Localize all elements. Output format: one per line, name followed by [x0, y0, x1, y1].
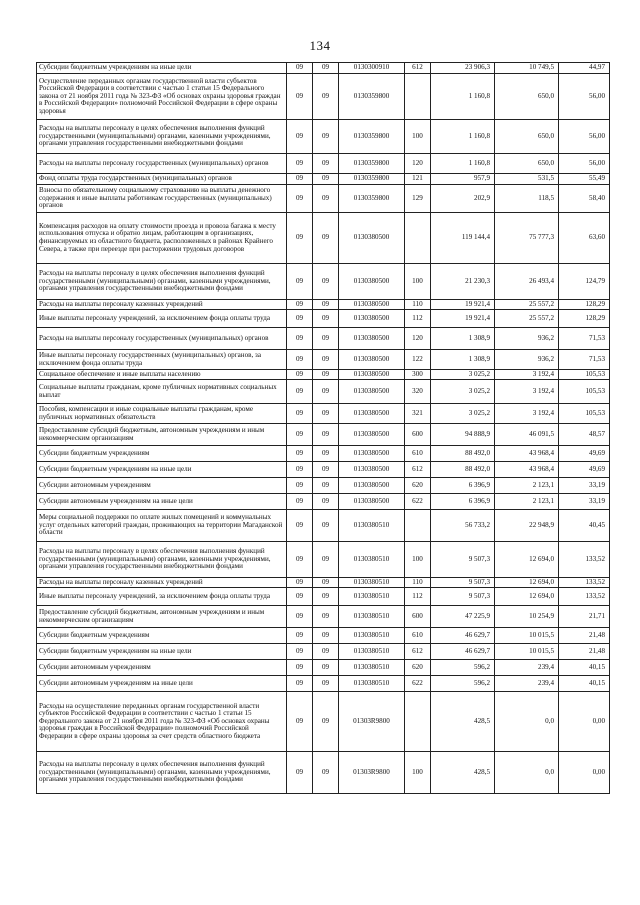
expense-name-cell: Пособия, компенсации и иные социальные выплаты гражданам, кроме публичных нормативных обязательств: [37, 404, 287, 424]
section-code-cell: 09: [287, 676, 313, 692]
expense-type-cell: 620: [405, 660, 431, 676]
subsection-code-cell: 09: [313, 154, 339, 174]
target-article-cell: 0130359800: [339, 74, 405, 120]
subsection-code-cell: 09: [313, 478, 339, 494]
executed-amount-cell: 26 493,4: [495, 264, 559, 300]
expense-type-cell: 610: [405, 446, 431, 462]
subsection-code-cell: 09: [313, 462, 339, 478]
expense-type-cell: 120: [405, 328, 431, 350]
table-row: [37, 350, 610, 370]
section-code-cell: 09: [287, 644, 313, 660]
section-code-cell: 09: [287, 424, 313, 446]
table-row: [37, 494, 610, 510]
subsection-code-cell: 09: [313, 494, 339, 510]
subsection-code-cell: 09: [313, 370, 339, 380]
subsection-code-cell: 09: [313, 628, 339, 644]
target-article-cell: 0130380500: [339, 370, 405, 380]
execution-percent-cell: 55,49: [559, 174, 610, 185]
subsection-code-cell: 09: [313, 174, 339, 185]
approved-amount-cell: 957,9: [431, 174, 495, 185]
table-row: [37, 752, 610, 794]
execution-percent-cell: 124,79: [559, 264, 610, 300]
target-article-cell: 0130380500: [339, 213, 405, 264]
expense-name-cell: Субсидии автономным учреждениям: [37, 660, 287, 676]
subsection-code-cell: 09: [313, 542, 339, 578]
subsection-code-cell: 09: [313, 578, 339, 588]
section-code-cell: 09: [287, 310, 313, 328]
target-article-cell: 0130380500: [339, 264, 405, 300]
expense-name-cell: Меры социальной поддержки по оплате жилых помещений и коммунальных услуг отдельных категорий граждан, проживающих на территории Магаданской области: [37, 510, 287, 542]
subsection-code-cell: 09: [313, 424, 339, 446]
section-code-cell: 09: [287, 185, 313, 213]
target-article-cell: 0130380510: [339, 510, 405, 542]
table-row: [37, 692, 610, 752]
table-body: [37, 63, 610, 794]
approved-amount-cell: 9 507,3: [431, 588, 495, 606]
executed-amount-cell: 650,0: [495, 120, 559, 154]
subsection-code-cell: 09: [313, 350, 339, 370]
target-article-cell: 0130380510: [339, 588, 405, 606]
execution-percent-cell: 49,69: [559, 462, 610, 478]
section-code-cell: 09: [287, 328, 313, 350]
section-code-cell: 09: [287, 494, 313, 510]
expense-type-cell: 612: [405, 63, 431, 74]
target-article-cell: 0130380500: [339, 380, 405, 404]
execution-percent-cell: 21,71: [559, 606, 610, 628]
target-article-cell: 01303R9800: [339, 692, 405, 752]
table-row: [37, 542, 610, 578]
section-code-cell: 09: [287, 478, 313, 494]
approved-amount-cell: 3 025,2: [431, 370, 495, 380]
executed-amount-cell: 10 254,9: [495, 606, 559, 628]
executed-amount-cell: 3 192,4: [495, 404, 559, 424]
execution-percent-cell: 44,97: [559, 63, 610, 74]
subsection-code-cell: 09: [313, 300, 339, 310]
target-article-cell: 01303R9800: [339, 752, 405, 794]
section-code-cell: 09: [287, 120, 313, 154]
expense-name-cell: Расходы на выплаты персоналу казенных учреждений: [37, 300, 287, 310]
execution-percent-cell: 0,00: [559, 692, 610, 752]
expense-name-cell: Фонд оплаты труда государственных (муниципальных) органов: [37, 174, 287, 185]
execution-percent-cell: 40,15: [559, 676, 610, 692]
expense-type-cell: [405, 213, 431, 264]
expense-type-cell: 112: [405, 310, 431, 328]
executed-amount-cell: 2 123,1: [495, 478, 559, 494]
execution-percent-cell: 56,00: [559, 120, 610, 154]
expense-type-cell: 121: [405, 174, 431, 185]
subsection-code-cell: 09: [313, 185, 339, 213]
table-row: [37, 478, 610, 494]
approved-amount-cell: 428,5: [431, 692, 495, 752]
section-code-cell: 09: [287, 380, 313, 404]
table-row: [37, 380, 610, 404]
approved-amount-cell: 47 225,9: [431, 606, 495, 628]
section-code-cell: 09: [287, 462, 313, 478]
table-row: [37, 404, 610, 424]
executed-amount-cell: 531,5: [495, 174, 559, 185]
approved-amount-cell: 88 492,0: [431, 462, 495, 478]
subsection-code-cell: 09: [313, 644, 339, 660]
approved-amount-cell: 56 733,2: [431, 510, 495, 542]
target-article-cell: 0130380510: [339, 578, 405, 588]
expense-name-cell: Субсидии автономным учреждениям на иные цели: [37, 494, 287, 510]
target-article-cell: 0130380500: [339, 300, 405, 310]
target-article-cell: 0130380500: [339, 328, 405, 350]
executed-amount-cell: 0,0: [495, 752, 559, 794]
expense-type-cell: 612: [405, 462, 431, 478]
table-row: [37, 120, 610, 154]
execution-percent-cell: 133,52: [559, 578, 610, 588]
approved-amount-cell: 19 921,4: [431, 310, 495, 328]
approved-amount-cell: 46 629,7: [431, 628, 495, 644]
approved-amount-cell: 1 160,8: [431, 120, 495, 154]
approved-amount-cell: 119 144,4: [431, 213, 495, 264]
target-article-cell: 0130380510: [339, 542, 405, 578]
subsection-code-cell: 09: [313, 264, 339, 300]
expense-type-cell: 100: [405, 264, 431, 300]
subsection-code-cell: 09: [313, 606, 339, 628]
execution-percent-cell: 33,19: [559, 494, 610, 510]
expense-name-cell: Субсидии бюджетным учреждениям: [37, 628, 287, 644]
expense-name-cell: Расходы на осуществление переданных органам государственной власти субъектов Российской Федерации в соответствии с частью 1 статьи 15 Федерального закона от 21 ноября 2011 года № 323-ФЗ «Об основах охраны здоровья граждан в Российской Федерации» полномочий Российской Федерации в сфере охраны здоровья за счет средств областного бюджета: [37, 692, 287, 752]
expense-type-cell: 122: [405, 350, 431, 370]
expense-type-cell: 321: [405, 404, 431, 424]
section-code-cell: 09: [287, 692, 313, 752]
execution-percent-cell: 56,00: [559, 74, 610, 120]
expense-type-cell: 600: [405, 424, 431, 446]
expense-name-cell: Расходы на выплаты персоналу в целях обеспечения выполнения функций государственными (муниципальными) органами, казенными учреждениями, органами управления государственными внебюджетными фондами: [37, 752, 287, 794]
executed-amount-cell: 10 749,5: [495, 63, 559, 74]
target-article-cell: 0130380500: [339, 310, 405, 328]
section-code-cell: 09: [287, 446, 313, 462]
subsection-code-cell: 09: [313, 74, 339, 120]
subsection-code-cell: 09: [313, 380, 339, 404]
executed-amount-cell: 10 015,5: [495, 644, 559, 660]
expense-name-cell: Предоставление субсидий бюджетным, автономным учреждениям и иным некоммерческим организациям: [37, 424, 287, 446]
table-row: [37, 676, 610, 692]
executed-amount-cell: 650,0: [495, 74, 559, 120]
section-code-cell: 09: [287, 628, 313, 644]
approved-amount-cell: 3 025,2: [431, 380, 495, 404]
approved-amount-cell: 1 160,8: [431, 74, 495, 120]
executed-amount-cell: 12 694,0: [495, 542, 559, 578]
target-article-cell: 0130380510: [339, 660, 405, 676]
expense-type-cell: [405, 510, 431, 542]
execution-percent-cell: 40,15: [559, 660, 610, 676]
target-article-cell: 0130380500: [339, 404, 405, 424]
executed-amount-cell: 12 694,0: [495, 578, 559, 588]
expense-type-cell: 612: [405, 644, 431, 660]
table-row: [37, 154, 610, 174]
execution-percent-cell: 128,29: [559, 310, 610, 328]
expense-name-cell: Субсидии автономным учреждениям на иные цели: [37, 676, 287, 692]
target-article-cell: 0130380500: [339, 478, 405, 494]
section-code-cell: 09: [287, 213, 313, 264]
subsection-code-cell: 09: [313, 692, 339, 752]
expense-type-cell: 610: [405, 628, 431, 644]
table-row: [37, 660, 610, 676]
expense-type-cell: 100: [405, 120, 431, 154]
section-code-cell: 09: [287, 63, 313, 74]
executed-amount-cell: 239,4: [495, 676, 559, 692]
subsection-code-cell: 09: [313, 660, 339, 676]
executed-amount-cell: 25 557,2: [495, 310, 559, 328]
executed-amount-cell: 3 192,4: [495, 380, 559, 404]
subsection-code-cell: 09: [313, 446, 339, 462]
target-article-cell: 0130380500: [339, 350, 405, 370]
execution-percent-cell: 105,53: [559, 404, 610, 424]
executed-amount-cell: 936,2: [495, 350, 559, 370]
table-row: [37, 328, 610, 350]
expense-name-cell: Расходы на выплаты персоналу в целях обеспечения выполнения функций государственными (муниципальными) органами, казенными учреждениями, органами управления государственными внебюджетными фондами: [37, 264, 287, 300]
executed-amount-cell: 3 192,4: [495, 370, 559, 380]
expense-name-cell: Субсидии бюджетным учреждениям на иные цели: [37, 462, 287, 478]
approved-amount-cell: 3 025,2: [431, 404, 495, 424]
section-code-cell: 09: [287, 300, 313, 310]
approved-amount-cell: 19 921,4: [431, 300, 495, 310]
execution-percent-cell: 40,45: [559, 510, 610, 542]
expense-name-cell: Субсидии бюджетным учреждениям на иные цели: [37, 63, 287, 74]
execution-percent-cell: 71,53: [559, 328, 610, 350]
approved-amount-cell: 6 396,9: [431, 478, 495, 494]
expense-type-cell: 100: [405, 752, 431, 794]
section-code-cell: 09: [287, 660, 313, 676]
executed-amount-cell: 46 091,5: [495, 424, 559, 446]
table-row: [37, 578, 610, 588]
approved-amount-cell: 1 308,9: [431, 350, 495, 370]
expense-name-cell: Расходы на выплаты персоналу в целях обеспечения выполнения функций государственными (муниципальными) органами, казенными учреждениями, органами управления государственными внебюджетными фондами: [37, 542, 287, 578]
target-article-cell: 0130380510: [339, 644, 405, 660]
expense-name-cell: Расходы на выплаты персоналу государственных (муниципальных) органов: [37, 328, 287, 350]
executed-amount-cell: 118,5: [495, 185, 559, 213]
expense-type-cell: 129: [405, 185, 431, 213]
execution-percent-cell: 105,53: [559, 370, 610, 380]
subsection-code-cell: 09: [313, 213, 339, 264]
expense-name-cell: Иные выплаты персоналу учреждений, за исключением фонда оплаты труда: [37, 310, 287, 328]
section-code-cell: 09: [287, 174, 313, 185]
executed-amount-cell: 936,2: [495, 328, 559, 350]
executed-amount-cell: 22 948,9: [495, 510, 559, 542]
subsection-code-cell: 09: [313, 63, 339, 74]
section-code-cell: 09: [287, 588, 313, 606]
expense-type-cell: 120: [405, 154, 431, 174]
executed-amount-cell: 75 777,3: [495, 213, 559, 264]
approved-amount-cell: 23 906,3: [431, 63, 495, 74]
subsection-code-cell: 09: [313, 676, 339, 692]
target-article-cell: 0130380510: [339, 676, 405, 692]
target-article-cell: 0130380510: [339, 606, 405, 628]
execution-percent-cell: 0,00: [559, 752, 610, 794]
expense-name-cell: Расходы на выплаты персоналу казенных учреждений: [37, 578, 287, 588]
execution-percent-cell: 58,40: [559, 185, 610, 213]
section-code-cell: 09: [287, 752, 313, 794]
expense-name-cell: Осуществление переданных органам государственной власти субъектов Российской Федерации в соответствии с частью 1 статьи 15 Федерального закона от 21 ноября 2011 года № 323-ФЗ «Об основах охраны здоровья граждан в Российской Федерации» полномочий Российской Федерации в сфере охраны здоровья: [37, 74, 287, 120]
section-code-cell: 09: [287, 510, 313, 542]
target-article-cell: 0130359800: [339, 154, 405, 174]
executed-amount-cell: 2 123,1: [495, 494, 559, 510]
table-row: [37, 644, 610, 660]
table-row: [37, 510, 610, 542]
expense-type-cell: 600: [405, 606, 431, 628]
executed-amount-cell: 12 694,0: [495, 588, 559, 606]
expense-name-cell: Социальные выплаты гражданам, кроме публичных нормативных социальных выплат: [37, 380, 287, 404]
expense-type-cell: 300: [405, 370, 431, 380]
subsection-code-cell: 09: [313, 328, 339, 350]
executed-amount-cell: 0,0: [495, 692, 559, 752]
expense-type-cell: 620: [405, 478, 431, 494]
executed-amount-cell: 10 015,5: [495, 628, 559, 644]
target-article-cell: 0130359800: [339, 120, 405, 154]
table-row: [37, 446, 610, 462]
table-row: [37, 606, 610, 628]
table-row: [37, 462, 610, 478]
section-code-cell: 09: [287, 370, 313, 380]
section-code-cell: 09: [287, 578, 313, 588]
approved-amount-cell: 1 160,8: [431, 154, 495, 174]
table-row: [37, 264, 610, 300]
target-article-cell: 0130359800: [339, 174, 405, 185]
target-article-cell: 0130380500: [339, 494, 405, 510]
subsection-code-cell: 09: [313, 310, 339, 328]
execution-percent-cell: 128,29: [559, 300, 610, 310]
expense-type-cell: 110: [405, 578, 431, 588]
budget-table: [36, 62, 610, 794]
table-row: [37, 185, 610, 213]
expense-type-cell: 110: [405, 300, 431, 310]
execution-percent-cell: 133,52: [559, 542, 610, 578]
execution-percent-cell: 63,60: [559, 213, 610, 264]
executed-amount-cell: 650,0: [495, 154, 559, 174]
expense-name-cell: Социальное обеспечение и иные выплаты населению: [37, 370, 287, 380]
expense-name-cell: Субсидии бюджетным учреждениям: [37, 446, 287, 462]
section-code-cell: 09: [287, 154, 313, 174]
section-code-cell: 09: [287, 404, 313, 424]
execution-percent-cell: 105,53: [559, 380, 610, 404]
approved-amount-cell: 1 308,9: [431, 328, 495, 350]
target-article-cell: 0130380500: [339, 424, 405, 446]
approved-amount-cell: 596,2: [431, 676, 495, 692]
table-row: [37, 174, 610, 185]
table-row: [37, 310, 610, 328]
expense-name-cell: Предоставление субсидий бюджетным, автономным учреждениям и иным некоммерческим организациям: [37, 606, 287, 628]
expense-type-cell: 112: [405, 588, 431, 606]
section-code-cell: 09: [287, 606, 313, 628]
execution-percent-cell: 21,48: [559, 644, 610, 660]
approved-amount-cell: 88 492,0: [431, 446, 495, 462]
target-article-cell: 0130359800: [339, 185, 405, 213]
execution-percent-cell: 21,48: [559, 628, 610, 644]
approved-amount-cell: 94 888,9: [431, 424, 495, 446]
expense-type-cell: [405, 74, 431, 120]
table-row: [37, 63, 610, 74]
approved-amount-cell: 9 507,3: [431, 542, 495, 578]
execution-percent-cell: 56,00: [559, 154, 610, 174]
expense-name-cell: Расходы на выплаты персоналу в целях обеспечения выполнения функций государственными (муниципальными) органами, казенными учреждениями, органами управления государственными внебюджетными фондами: [37, 120, 287, 154]
page-number: 134: [309, 38, 331, 53]
approved-amount-cell: 46 629,7: [431, 644, 495, 660]
subsection-code-cell: 09: [313, 404, 339, 424]
subsection-code-cell: 09: [313, 588, 339, 606]
approved-amount-cell: 596,2: [431, 660, 495, 676]
subsection-code-cell: 09: [313, 120, 339, 154]
section-code-cell: 09: [287, 350, 313, 370]
execution-percent-cell: 49,69: [559, 446, 610, 462]
target-article-cell: 0130380500: [339, 462, 405, 478]
section-code-cell: 09: [287, 74, 313, 120]
target-article-cell: 0130300910: [339, 63, 405, 74]
executed-amount-cell: 43 968,4: [495, 446, 559, 462]
table-row: [37, 424, 610, 446]
execution-percent-cell: 48,57: [559, 424, 610, 446]
table-row: [37, 628, 610, 644]
approved-amount-cell: 428,5: [431, 752, 495, 794]
executed-amount-cell: 43 968,4: [495, 462, 559, 478]
approved-amount-cell: 202,9: [431, 185, 495, 213]
expense-name-cell: Расходы на выплаты персоналу государственных (муниципальных) органов: [37, 154, 287, 174]
expense-name-cell: Компенсация расходов на оплату стоимости проезда и провоза багажа к месту использования отпуска и обратно лицам, работающим в организациях, финансируемых из областного бюджета, расположенных в районах Крайнего Севера, а также при переезде при расторжении трудовых договоров: [37, 213, 287, 264]
approved-amount-cell: 21 230,3: [431, 264, 495, 300]
expense-type-cell: 320: [405, 380, 431, 404]
expense-name-cell: Иные выплаты персоналу учреждений, за исключением фонда оплаты труда: [37, 588, 287, 606]
expense-type-cell: 100: [405, 542, 431, 578]
target-article-cell: 0130380500: [339, 446, 405, 462]
approved-amount-cell: 6 396,9: [431, 494, 495, 510]
expense-name-cell: Субсидии бюджетным учреждениям на иные цели: [37, 644, 287, 660]
subsection-code-cell: 09: [313, 510, 339, 542]
table-row: [37, 588, 610, 606]
executed-amount-cell: 25 557,2: [495, 300, 559, 310]
expense-type-cell: 622: [405, 676, 431, 692]
expense-name-cell: Иные выплаты персоналу государственных (муниципальных) органов, за исключением фонда оплаты труда: [37, 350, 287, 370]
section-code-cell: 09: [287, 542, 313, 578]
approved-amount-cell: 9 507,3: [431, 578, 495, 588]
table-row: [37, 300, 610, 310]
table-row: [37, 370, 610, 380]
target-article-cell: 0130380510: [339, 628, 405, 644]
executed-amount-cell: 239,4: [495, 660, 559, 676]
subsection-code-cell: 09: [313, 752, 339, 794]
expense-name-cell: Субсидии автономным учреждениям: [37, 478, 287, 494]
execution-percent-cell: 71,53: [559, 350, 610, 370]
expense-type-cell: 622: [405, 494, 431, 510]
expense-type-cell: [405, 692, 431, 752]
execution-percent-cell: 33,19: [559, 478, 610, 494]
execution-percent-cell: 133,52: [559, 588, 610, 606]
expense-name-cell: Взносы по обязательному социальному страхованию на выплаты денежного содержания и иные выплаты работникам государственных (муниципальных) органов: [37, 185, 287, 213]
section-code-cell: 09: [287, 264, 313, 300]
table-row: [37, 213, 610, 264]
table-row: [37, 74, 610, 120]
